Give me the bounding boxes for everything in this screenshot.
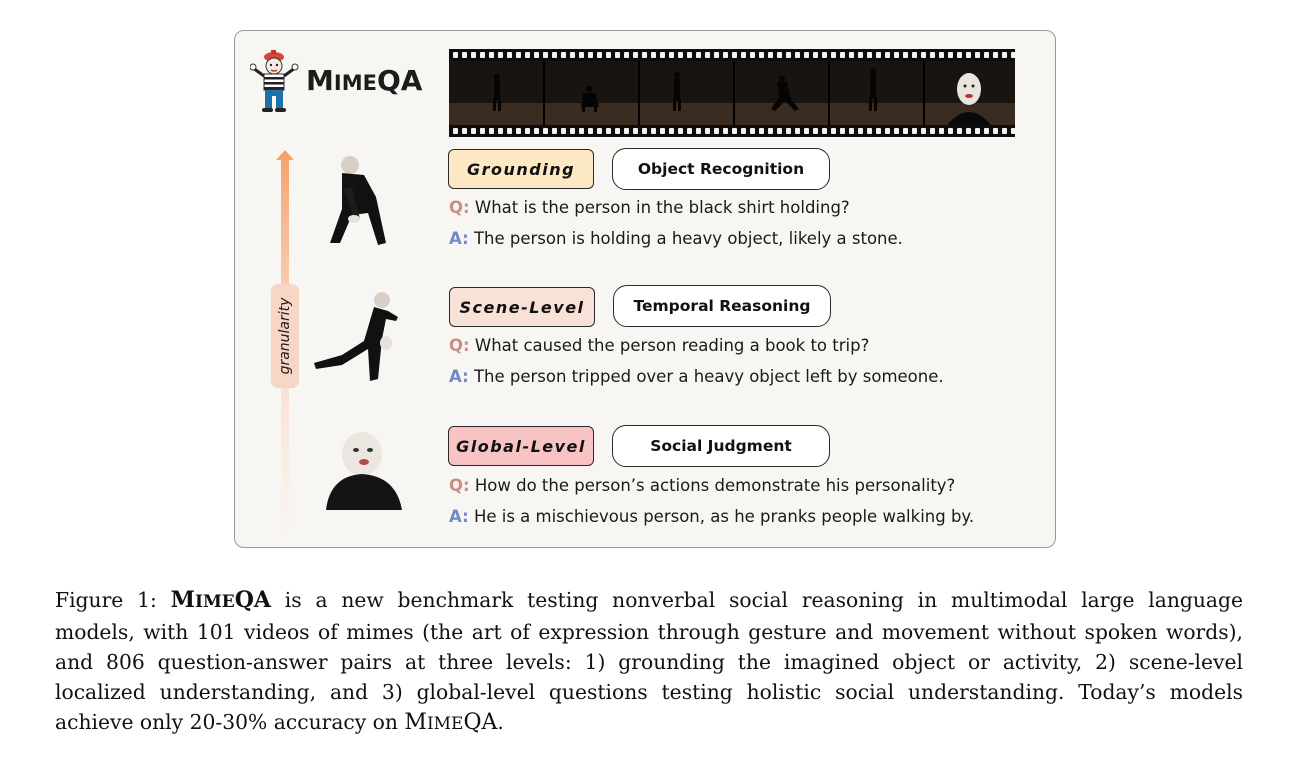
film-sprocket-hole	[921, 128, 926, 134]
crouching-mime-image	[328, 153, 390, 248]
film-sprocket-hole	[660, 52, 665, 58]
film-sprocket-hole	[876, 128, 881, 134]
film-sprocket-hole	[714, 52, 719, 58]
film-sprocket-hole	[597, 52, 602, 58]
film-sprocket-hole	[921, 52, 926, 58]
answer-3: A: He is a mischievous person, as he pranks people walking by.	[449, 507, 975, 526]
film-sprocket-hole	[840, 52, 845, 58]
film-sprocket-hole	[669, 128, 674, 134]
film-sprocket-hole	[768, 128, 773, 134]
film-sprocket-hole	[480, 128, 485, 134]
film-sprocket-hole	[480, 52, 485, 58]
film-sprocket-hole	[552, 52, 557, 58]
film-sprocket-hole	[651, 52, 656, 58]
film-sprocket-hole	[453, 52, 458, 58]
film-sprocket-hole	[750, 52, 755, 58]
film-sprocket-hole	[660, 128, 665, 134]
film-sprocket-hole	[606, 52, 611, 58]
question-2: Q: What caused the person reading a book to trip?	[449, 336, 870, 355]
film-sprocket-hole	[732, 128, 737, 134]
film-sprocket-hole	[633, 52, 638, 58]
tripping-mime-image	[312, 291, 402, 383]
film-sprocket-hole	[1011, 128, 1015, 134]
film-sprocket-hole	[993, 128, 998, 134]
film-sprocket-hole	[948, 128, 953, 134]
film-sprocket-hole	[633, 128, 638, 134]
film-sprocket-hole	[759, 52, 764, 58]
film-sprocket-hole	[903, 52, 908, 58]
question-1: Q: What is the person in the black shirt holding?	[449, 198, 850, 217]
film-sprocket-hole	[786, 52, 791, 58]
film-sprocket-hole	[822, 128, 827, 134]
film-sprocket-hole	[894, 52, 899, 58]
film-sprocket-hole	[588, 52, 593, 58]
film-sprocket-hole	[849, 128, 854, 134]
film-sprocket-hole	[1011, 52, 1015, 58]
film-sprocket-hole	[696, 52, 701, 58]
film-sprocket-hole	[471, 128, 476, 134]
tag-global-level: Global-Level	[448, 426, 594, 466]
film-sprocket-hole	[642, 52, 647, 58]
film-sprocket-hole	[813, 128, 818, 134]
film-sprocket-hole	[516, 52, 521, 58]
film-sprocket-hole	[687, 52, 692, 58]
film-sprocket-hole	[534, 52, 539, 58]
film-sprocket-hole	[768, 52, 773, 58]
film-sprocket-hole	[795, 52, 800, 58]
film-sprocket-hole	[525, 128, 530, 134]
film-sprocket-hole	[723, 128, 728, 134]
film-sprocket-hole	[903, 128, 908, 134]
film-sprocket-hole	[552, 128, 557, 134]
film-sprocket-hole	[1002, 128, 1007, 134]
laughing-mime-image	[324, 428, 402, 510]
film-sprocket-hole	[471, 52, 476, 58]
film-sprocket-hole	[777, 128, 782, 134]
category-object-recognition: Object Recognition	[612, 148, 830, 190]
granularity-label: granularity	[271, 284, 299, 388]
film-sprocket-hole	[939, 128, 944, 134]
film-sprocket-hole	[930, 128, 935, 134]
brand-title: MIMEQA	[306, 64, 423, 97]
film-sprocket-hole	[534, 128, 539, 134]
caption-line-2: models, with 101 videos of mimes (the art of expression through gesture and movement without spoken words),	[55, 620, 1243, 644]
film-sprocket-hole	[678, 128, 683, 134]
film-sprocket-hole	[849, 52, 854, 58]
film-sprocket-hole	[696, 128, 701, 134]
film-sprocket-hole	[831, 52, 836, 58]
film-sprocket-hole	[498, 128, 503, 134]
answer-2: A: The person tripped over a heavy object left by someone.	[449, 367, 944, 386]
category-social-judgment: Social Judgment	[612, 425, 830, 467]
film-sprocket-hole	[786, 128, 791, 134]
figure-caption	[55, 585, 1243, 739]
film-sprocket-hole	[885, 52, 890, 58]
film-sprocket-hole	[624, 52, 629, 58]
film-sprocket-hole	[561, 128, 566, 134]
film-sprocket-hole	[759, 128, 764, 134]
film-sprocket-hole	[840, 128, 845, 134]
tag-scene-level: Scene-Level	[449, 287, 595, 327]
film-sprocket-hole	[795, 128, 800, 134]
film-sprocket-hole	[957, 128, 962, 134]
film-sprocket-hole	[498, 52, 503, 58]
film-sprocket-hole	[705, 52, 710, 58]
caption-line-1: Figure 1: MIMEQA is a new benchmark testing nonverbal social reasoning in multimodal large language	[55, 587, 1244, 613]
film-sprocket-hole	[543, 128, 548, 134]
film-sprocket-hole	[741, 52, 746, 58]
film-sprocket-hole	[507, 52, 512, 58]
film-sprocket-hole	[939, 52, 944, 58]
film-sprocket-hole	[1002, 52, 1007, 58]
film-sprocket-hole	[615, 52, 620, 58]
category-temporal-reasoning: Temporal Reasoning	[613, 285, 831, 327]
film-sprocket-hole	[750, 128, 755, 134]
film-sprocket-hole	[930, 52, 935, 58]
film-sprocket-hole	[732, 52, 737, 58]
film-sprocket-hole	[462, 52, 467, 58]
film-sprocket-hole	[858, 128, 863, 134]
film-sprocket-hole	[705, 128, 710, 134]
caption-line-4: localized understanding, and 3) global-level questions testing holistic social understanding. Today’s models	[55, 680, 1243, 704]
film-sprocket-hole	[813, 52, 818, 58]
film-sprocket-hole	[651, 128, 656, 134]
tag-grounding: Grounding	[448, 149, 594, 189]
film-sprocket-hole	[822, 52, 827, 58]
film-sprocket-hole	[570, 128, 575, 134]
film-sprocket-hole	[642, 128, 647, 134]
film-sprocket-hole	[975, 52, 980, 58]
film-sprocket-hole	[588, 128, 593, 134]
film-sprocket-hole	[489, 52, 494, 58]
film-sprocket-hole	[885, 128, 890, 134]
film-sprocket-hole	[606, 128, 611, 134]
film-sprocket-hole	[669, 52, 674, 58]
caption-line-3: and 806 question-answer pairs at three levels: 1) grounding the imagined object or activity, 2) scene-level	[55, 650, 1243, 674]
answer-1: A: The person is holding a heavy object, likely a stone.	[449, 229, 903, 248]
film-sprocket-hole	[678, 52, 683, 58]
film-sprocket-hole	[966, 52, 971, 58]
film-sprocket-hole	[993, 52, 998, 58]
film-sprocket-hole	[876, 52, 881, 58]
film-sprocket-hole	[912, 52, 917, 58]
film-sprocket-hole	[948, 52, 953, 58]
film-sprocket-hole	[489, 128, 494, 134]
question-3: Q: How do the person’s actions demonstrate his personality?	[449, 476, 956, 495]
film-sprocket-hole	[507, 128, 512, 134]
film-sprocket-hole	[624, 128, 629, 134]
film-sprocket-hole	[453, 128, 458, 134]
film-sprocket-hole	[867, 128, 872, 134]
film-sprocket-hole	[687, 128, 692, 134]
film-sprocket-hole	[561, 52, 566, 58]
film-sprocket-hole	[570, 52, 575, 58]
film-sprocket-hole	[975, 128, 980, 134]
film-sprocket-hole	[615, 128, 620, 134]
film-sprocket-hole	[984, 128, 989, 134]
film-sprocket-hole	[741, 128, 746, 134]
film-sprocket-hole	[714, 128, 719, 134]
film-sprocket-hole	[912, 128, 917, 134]
film-sprocket-hole	[831, 128, 836, 134]
film-sprocket-hole	[894, 128, 899, 134]
mime-mascot-logo	[250, 48, 300, 114]
film-sprocket-hole	[525, 52, 530, 58]
film-sprocket-hole	[516, 128, 521, 134]
film-sprocket-hole	[777, 52, 782, 58]
film-sprocket-hole	[957, 52, 962, 58]
film-sprocket-hole	[597, 128, 602, 134]
video-filmstrip	[449, 49, 1015, 137]
film-sprocket-hole	[462, 128, 467, 134]
film-sprocket-hole	[579, 52, 584, 58]
film-sprocket-hole	[984, 52, 989, 58]
caption-line-5: achieve only 20-30% accuracy on MIMEQA.	[55, 710, 504, 735]
film-sprocket-hole	[543, 52, 548, 58]
film-sprocket-hole	[867, 52, 872, 58]
film-sprocket-hole	[966, 128, 971, 134]
film-sprocket-hole	[804, 128, 809, 134]
film-sprocket-hole	[804, 52, 809, 58]
film-sprocket-hole	[723, 52, 728, 58]
film-sprocket-hole	[858, 52, 863, 58]
film-sprocket-hole	[579, 128, 584, 134]
